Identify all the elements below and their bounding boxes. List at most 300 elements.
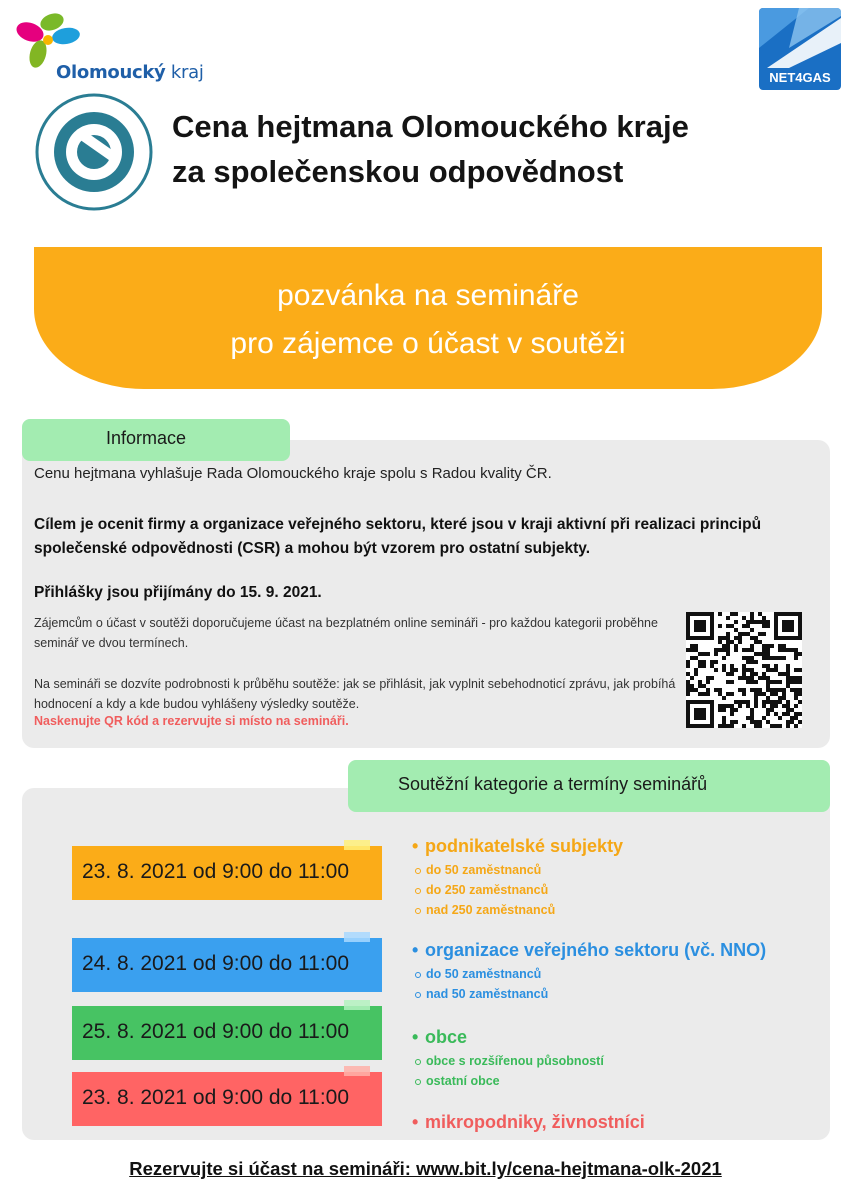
qr-module — [698, 620, 702, 624]
qr-module — [750, 688, 754, 692]
qr-module — [766, 712, 770, 716]
qr-module — [754, 692, 758, 696]
qr-module — [722, 704, 726, 708]
qr-module — [734, 636, 738, 640]
qr-module — [758, 688, 762, 692]
qr-module — [754, 652, 758, 656]
qr-module — [782, 648, 786, 652]
qr-module — [686, 720, 690, 724]
qr-module — [722, 724, 726, 728]
qr-module — [746, 660, 750, 664]
category-name: • mikropodniky, živnostníci — [412, 1112, 645, 1133]
qr-module — [710, 664, 714, 668]
qr-module — [702, 664, 706, 668]
qr-module — [758, 640, 762, 644]
qr-module — [686, 716, 690, 720]
qr-module — [730, 680, 734, 684]
qr-module — [754, 620, 758, 624]
qr-module — [710, 708, 714, 712]
category-subitem: obce s rozšířenou působností — [412, 1054, 604, 1074]
qr-module — [774, 624, 778, 628]
qr-module — [730, 624, 734, 628]
qr-module — [766, 644, 770, 648]
qr-module — [750, 616, 754, 620]
qr-module — [698, 712, 702, 716]
qr-module — [722, 708, 726, 712]
qr-module — [778, 716, 782, 720]
qr-module — [730, 720, 734, 724]
qr-module — [746, 656, 750, 660]
qr-module — [758, 652, 762, 656]
qr-module — [770, 668, 774, 672]
qr-module — [762, 716, 766, 720]
qr-module — [718, 704, 722, 708]
info-seminar-recommendation: Zájemcům o účast v soutěži doporučujeme účast na bezplatném online semináři - pro každou kategorii proběhne seminář ve dvou termínech. — [34, 616, 658, 650]
qr-module — [786, 628, 790, 632]
qr-module — [734, 644, 738, 648]
award-seal-icon — [34, 92, 154, 212]
qr-module — [750, 720, 754, 724]
qr-module — [734, 628, 738, 632]
qr-module — [706, 676, 710, 680]
qr-module — [746, 676, 750, 680]
qr-module — [766, 624, 770, 628]
qr-module — [786, 620, 790, 624]
seminar-date-note-4 — [72, 1072, 382, 1126]
qr-module — [782, 620, 786, 624]
qr-module — [730, 704, 734, 708]
qr-module — [798, 676, 802, 680]
qr-module — [742, 616, 746, 620]
qr-module — [694, 644, 698, 648]
qr-module — [790, 620, 794, 624]
qr-module — [790, 636, 794, 640]
qr-module — [718, 640, 722, 644]
qr-module — [702, 628, 706, 632]
qr-module — [710, 676, 714, 680]
category-subitem: do 50 zaměstnanců — [412, 863, 623, 883]
qr-module — [734, 668, 738, 672]
qr-module — [702, 716, 706, 720]
qr-module — [698, 708, 702, 712]
qr-module — [698, 660, 702, 664]
qr-module — [754, 688, 758, 692]
page-title — [172, 104, 832, 194]
qr-module — [722, 668, 726, 672]
qr-module — [690, 648, 694, 652]
info-paragraph-goal: Cílem je ocenit firmy a organizace veřejného sektoru, které jsou v kraji aktivní při realizaci principů společenské odpovědnosti (CSR) a mohou být vzorem pro ostatní subjekty. — [34, 516, 762, 557]
qr-code[interactable] — [686, 612, 802, 728]
qr-module — [778, 644, 782, 648]
qr-module — [690, 656, 694, 660]
qr-module — [726, 644, 730, 648]
qr-module — [690, 676, 694, 680]
qr-module — [742, 632, 746, 636]
seminar-date: 23. 8. 2021 od 9:00 do 11:00 — [82, 860, 350, 883]
qr-module — [774, 664, 778, 668]
category-subitem: do 50 zaměstnanců — [412, 967, 766, 987]
qr-module — [702, 652, 706, 656]
qr-module — [718, 724, 722, 728]
qr-module — [766, 620, 770, 624]
qr-module — [738, 636, 742, 640]
qr-module — [774, 616, 778, 620]
qr-module — [786, 708, 790, 712]
qr-module — [694, 668, 698, 672]
qr-module — [710, 616, 714, 620]
net4gas-logo — [759, 8, 841, 90]
qr-module — [778, 636, 782, 640]
qr-module — [690, 724, 694, 728]
seminar-date: 25. 8. 2021 od 9:00 do 11:00 — [82, 1020, 350, 1043]
qr-module — [702, 700, 706, 704]
tape-icon — [344, 1000, 370, 1010]
qr-module — [770, 708, 774, 712]
qr-module — [798, 624, 802, 628]
qr-module — [686, 632, 690, 636]
qr-module — [686, 724, 690, 728]
qr-module — [786, 612, 790, 616]
qr-module — [778, 656, 782, 660]
qr-module — [794, 652, 798, 656]
qr-module — [786, 664, 790, 668]
qr-module — [790, 708, 794, 712]
qr-module — [698, 628, 702, 632]
qr-module — [770, 704, 774, 708]
qr-module — [726, 704, 730, 708]
qr-module — [694, 716, 698, 720]
qr-module — [762, 644, 766, 648]
qr-module — [798, 720, 802, 724]
qr-module — [782, 692, 786, 696]
qr-module — [714, 668, 718, 672]
qr-module — [746, 624, 750, 628]
info-deadline: Přihlášky jsou přijímány do 15. 9. 2021. — [34, 584, 322, 601]
qr-module — [786, 684, 790, 688]
tape-icon — [344, 1066, 370, 1076]
qr-module — [722, 696, 726, 700]
qr-module — [766, 708, 770, 712]
qr-module — [782, 688, 786, 692]
qr-module — [686, 708, 690, 712]
qr-module — [798, 652, 802, 656]
qr-module — [746, 620, 750, 624]
qr-module — [762, 652, 766, 656]
qr-module — [794, 680, 798, 684]
qr-module — [774, 700, 778, 704]
qr-module — [698, 612, 702, 616]
qr-module — [750, 712, 754, 716]
qr-module — [774, 656, 778, 660]
qr-module — [690, 688, 694, 692]
qr-module — [790, 720, 794, 724]
qr-module — [754, 720, 758, 724]
qr-module — [766, 688, 770, 692]
qr-module — [778, 672, 782, 676]
qr-module — [706, 692, 710, 696]
qr-module — [738, 632, 742, 636]
qr-module — [730, 712, 734, 716]
qr-module — [770, 724, 774, 728]
qr-module — [702, 612, 706, 616]
qr-module — [750, 660, 754, 664]
qr-module — [778, 724, 782, 728]
qr-module — [718, 624, 722, 628]
qr-module — [766, 652, 770, 656]
qr-module — [794, 648, 798, 652]
qr-module — [778, 696, 782, 700]
category-name: • obce — [412, 1027, 604, 1048]
qr-module — [738, 676, 742, 680]
qr-module — [726, 648, 730, 652]
qr-module — [694, 612, 698, 616]
qr-module — [722, 648, 726, 652]
qr-module — [686, 684, 690, 688]
qr-module — [730, 640, 734, 644]
qr-module — [730, 664, 734, 668]
qr-module — [774, 712, 778, 716]
qr-module — [742, 692, 746, 696]
info-qr-call-to-action: Naskenujte QR kód a rezervujte si místo na semináři. — [34, 714, 349, 728]
qr-module — [798, 620, 802, 624]
qr-module — [726, 640, 730, 644]
flower-icon — [8, 10, 88, 70]
qr-module — [766, 684, 770, 688]
qr-module — [750, 636, 754, 640]
qr-module — [694, 708, 698, 712]
qr-module — [758, 720, 762, 724]
qr-module — [702, 692, 706, 696]
qr-module — [730, 724, 734, 728]
banner-line-2: pro zájemce o účast v soutěži — [230, 327, 626, 360]
info-heading-tab — [22, 419, 290, 461]
qr-module — [718, 636, 722, 640]
qr-module — [754, 696, 758, 700]
qr-module — [770, 644, 774, 648]
qr-module — [694, 628, 698, 632]
qr-module — [742, 648, 746, 652]
qr-module — [794, 636, 798, 640]
qr-module — [686, 700, 690, 704]
qr-module — [782, 612, 786, 616]
qr-module — [750, 620, 754, 624]
qr-module — [766, 668, 770, 672]
qr-module — [710, 620, 714, 624]
qr-module — [686, 624, 690, 628]
qr-module — [798, 692, 802, 696]
qr-module — [710, 704, 714, 708]
qr-module — [698, 684, 702, 688]
qr-module — [746, 668, 750, 672]
qr-module — [770, 680, 774, 684]
qr-module — [754, 640, 758, 644]
qr-module — [698, 636, 702, 640]
qr-module — [750, 676, 754, 680]
qr-module — [774, 692, 778, 696]
qr-module — [754, 704, 758, 708]
qr-module — [726, 680, 730, 684]
qr-module — [790, 648, 794, 652]
qr-module — [686, 612, 690, 616]
qr-module — [790, 680, 794, 684]
qr-module — [762, 672, 766, 676]
qr-module — [786, 648, 790, 652]
qr-module — [758, 724, 762, 728]
qr-module — [730, 672, 734, 676]
qr-module — [702, 620, 706, 624]
qr-module — [762, 624, 766, 628]
qr-module — [786, 712, 790, 716]
qr-module — [686, 704, 690, 708]
qr-module — [742, 672, 746, 676]
qr-module — [762, 656, 766, 660]
qr-module — [698, 664, 702, 668]
seminar-date: 24. 8. 2021 od 9:00 do 11:00 — [82, 952, 350, 975]
qr-module — [790, 688, 794, 692]
qr-module — [686, 620, 690, 624]
qr-module — [706, 612, 710, 616]
qr-module — [790, 628, 794, 632]
invitation-banner — [34, 247, 822, 389]
qr-module — [798, 632, 802, 636]
qr-module — [694, 700, 698, 704]
qr-module — [794, 612, 798, 616]
qr-module — [726, 616, 730, 620]
qr-module — [686, 628, 690, 632]
qr-module — [782, 696, 786, 700]
qr-module — [698, 652, 702, 656]
qr-module — [750, 644, 754, 648]
qr-module — [742, 676, 746, 680]
qr-module — [686, 648, 690, 652]
qr-module — [766, 700, 770, 704]
seminar-date-note-2 — [72, 938, 382, 992]
qr-module — [726, 624, 730, 628]
qr-module — [758, 632, 762, 636]
qr-module — [686, 712, 690, 716]
qr-module — [714, 660, 718, 664]
category-public-sector — [412, 940, 766, 1007]
qr-module — [778, 688, 782, 692]
banner-line-1: pozvánka na semináře — [277, 279, 579, 312]
qr-module — [710, 712, 714, 716]
qr-module — [786, 636, 790, 640]
qr-module — [750, 656, 754, 660]
qr-module — [762, 632, 766, 636]
registration-link[interactable]: Rezervujte si účast na semináři: www.bit.ly/cena-hejtmana-olk-2021 — [129, 1158, 722, 1179]
qr-module — [790, 676, 794, 680]
qr-module — [718, 692, 722, 696]
qr-module — [722, 664, 726, 668]
qr-module — [702, 624, 706, 628]
qr-module — [706, 636, 710, 640]
qr-module — [686, 680, 690, 684]
qr-module — [778, 612, 782, 616]
qr-module — [798, 628, 802, 632]
qr-module — [714, 648, 718, 652]
qr-module — [794, 716, 798, 720]
qr-module — [762, 692, 766, 696]
qr-module — [782, 624, 786, 628]
qr-module — [686, 616, 690, 620]
qr-module — [714, 688, 718, 692]
qr-module — [694, 712, 698, 716]
qr-module — [702, 684, 706, 688]
qr-module — [750, 672, 754, 676]
qr-module — [774, 724, 778, 728]
qr-module — [774, 636, 778, 640]
qr-module — [690, 684, 694, 688]
qr-module — [774, 668, 778, 672]
qr-module — [798, 680, 802, 684]
qr-module — [786, 704, 790, 708]
qr-module — [794, 692, 798, 696]
qr-module — [798, 612, 802, 616]
qr-module — [742, 724, 746, 728]
qr-module — [774, 628, 778, 632]
qr-module — [754, 660, 758, 664]
title-line-2: za společenskou odpovědnost — [172, 154, 624, 189]
qr-module — [702, 636, 706, 640]
qr-module — [730, 708, 734, 712]
category-municipalities — [412, 1027, 604, 1094]
qr-module — [690, 644, 694, 648]
olomoucky-kraj-wordmark: Olomoucký kraj — [56, 62, 204, 83]
qr-module — [746, 700, 750, 704]
qr-module — [766, 648, 770, 652]
qr-module — [686, 672, 690, 676]
qr-module — [722, 644, 726, 648]
qr-module — [798, 616, 802, 620]
qr-module — [774, 704, 778, 708]
qr-module — [710, 700, 714, 704]
qr-module — [734, 612, 738, 616]
qr-module — [742, 688, 746, 692]
qr-module — [770, 656, 774, 660]
qr-module — [762, 704, 766, 708]
qr-module — [710, 632, 714, 636]
qr-module — [770, 692, 774, 696]
qr-module — [698, 680, 702, 684]
qr-module — [694, 620, 698, 624]
qr-module — [726, 636, 730, 640]
qr-module — [786, 724, 790, 728]
qr-module — [766, 720, 770, 724]
qr-module — [738, 688, 742, 692]
qr-module — [758, 692, 762, 696]
category-subitem: nad 50 zaměstnanců — [412, 987, 766, 1007]
olomoucky-kraj-logo — [8, 10, 228, 83]
qr-module — [710, 716, 714, 720]
qr-module — [798, 700, 802, 704]
qr-module — [794, 676, 798, 680]
qr-module — [770, 700, 774, 704]
qr-module — [702, 712, 706, 716]
qr-module — [746, 632, 750, 636]
qr-module — [750, 648, 754, 652]
qr-module — [694, 624, 698, 628]
qr-module — [702, 708, 706, 712]
qr-module — [694, 656, 698, 660]
info-seminar-details: Na semináři se dozvíte podrobnosti k průběhu soutěže: jak se přihlásit, jak vyplnit sebehodnoticí zprávu, jak probíhá hodnocení a kdy a kde budou vyhlášeny výsledky soutěže. — [34, 677, 676, 711]
qr-module — [710, 612, 714, 616]
qr-module — [774, 688, 778, 692]
qr-module — [794, 688, 798, 692]
qr-module — [706, 688, 710, 692]
category-subitem: nad 250 zaměstnanců — [412, 903, 623, 923]
qr-module — [730, 612, 734, 616]
qr-module — [750, 612, 754, 616]
